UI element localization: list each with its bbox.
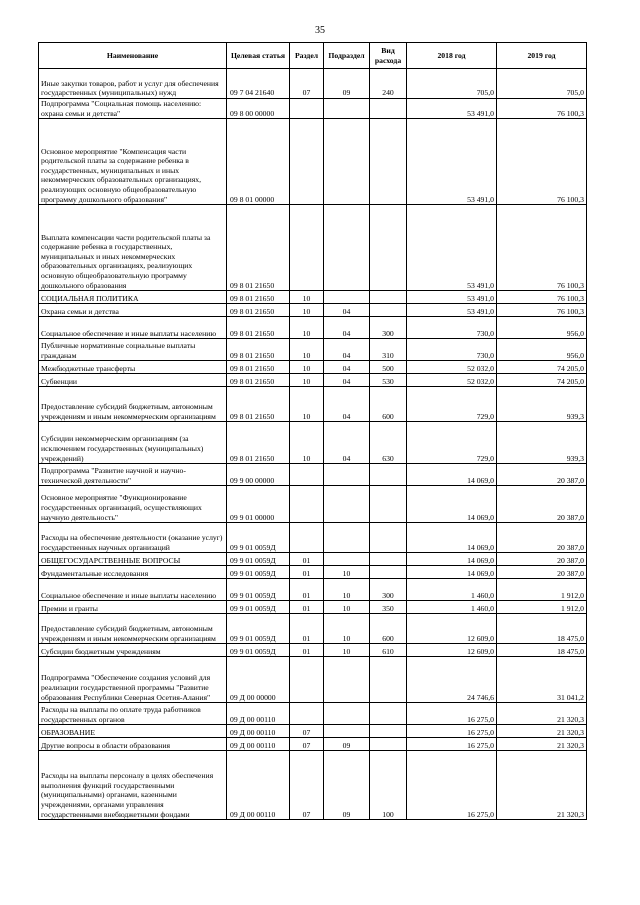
cell-target-code: 09 8 01 21650 [227, 291, 290, 304]
cell-name: Социальное обеспечение и иные выплаты населению [39, 317, 227, 339]
cell-target-code: 09 9 01 0059Д [227, 566, 290, 579]
cell-2018: 14 069,0 [407, 553, 497, 566]
cell-name: Подпрограмма "Развитие научной и научно-технической деятельности" [39, 464, 227, 486]
cell-subsection: 10 [324, 566, 370, 579]
cell-subsection: 10 [324, 644, 370, 657]
cell-name: Субвенции [39, 374, 227, 387]
cell-2018: 1 460,0 [407, 601, 497, 614]
cell-target-code: 09 8 01 21650 [227, 422, 290, 464]
cell-section: 01 [290, 579, 324, 601]
cell-section: 10 [290, 387, 324, 422]
cell-subsection [324, 523, 370, 553]
cell-2018: 12 609,0 [407, 644, 497, 657]
cell-target-code: 09 9 01 0059Д [227, 614, 290, 644]
cell-name: Фундаментальные исследования [39, 566, 227, 579]
cell-subsection [324, 703, 370, 725]
cell-target-code: 09 Д 00 00110 [227, 703, 290, 725]
cell-2019: 21 320,3 [497, 751, 587, 820]
table-row [39, 523, 587, 553]
cell-expense-type: 630 [370, 422, 407, 464]
cell-2019: 939,3 [497, 422, 587, 464]
cell-section [290, 119, 324, 205]
cell-expense-type: 500 [370, 361, 407, 374]
cell-2019: 20 387,0 [497, 523, 587, 553]
cell-name: СОЦИАЛЬНАЯ ПОЛИТИКА [39, 291, 227, 304]
cell-expense-type: 610 [370, 644, 407, 657]
cell-subsection: 10 [324, 579, 370, 601]
cell-target-code: 09 9 01 0059Д [227, 553, 290, 566]
cell-name: Расходы на обеспечение деятельности (оказание услуг) государственных научных организаций [39, 523, 227, 553]
cell-2019: 76 100,3 [497, 304, 587, 317]
header-row [39, 43, 587, 69]
cell-target-code: 09 Д 00 00110 [227, 725, 290, 738]
cell-2018: 53 491,0 [407, 99, 497, 119]
cell-2018: 729,0 [407, 422, 497, 464]
cell-target-code: 09 8 01 21650 [227, 205, 290, 291]
cell-expense-type [370, 291, 407, 304]
cell-2018: 53 491,0 [407, 304, 497, 317]
cell-name: Субсидии некоммерческим организациям (за исключением государственных (муниципальных) учреждений) [39, 422, 227, 464]
cell-section: 10 [290, 422, 324, 464]
cell-2019: 705,0 [497, 69, 587, 99]
table-row [39, 486, 587, 523]
header-2019: 2019 год [497, 43, 587, 69]
table-row [39, 644, 587, 657]
table-row [39, 339, 587, 361]
cell-name: Субсидии бюджетным учреждениям [39, 644, 227, 657]
cell-section [290, 657, 324, 703]
cell-subsection: 04 [324, 374, 370, 387]
cell-section [290, 205, 324, 291]
cell-subsection: 09 [324, 738, 370, 751]
cell-target-code: 09 9 01 0059Д [227, 579, 290, 601]
cell-2018: 730,0 [407, 317, 497, 339]
cell-expense-type [370, 523, 407, 553]
cell-target-code: 09 8 01 00000 [227, 119, 290, 205]
cell-expense-type [370, 553, 407, 566]
table-row [39, 361, 587, 374]
cell-section: 07 [290, 725, 324, 738]
cell-2019: 76 100,3 [497, 291, 587, 304]
cell-2018: 52 032,0 [407, 361, 497, 374]
cell-2018: 16 275,0 [407, 738, 497, 751]
cell-2019: 21 320,3 [497, 738, 587, 751]
cell-2018: 16 275,0 [407, 751, 497, 820]
cell-expense-type: 600 [370, 387, 407, 422]
table-row [39, 738, 587, 751]
cell-2019: 20 387,0 [497, 486, 587, 523]
cell-expense-type [370, 566, 407, 579]
cell-subsection: 04 [324, 387, 370, 422]
table-row [39, 464, 587, 486]
cell-name: Межбюджетные трансферты [39, 361, 227, 374]
cell-target-code: 09 9 01 0059Д [227, 523, 290, 553]
cell-expense-type: 300 [370, 317, 407, 339]
cell-2019: 20 387,0 [497, 553, 587, 566]
cell-subsection [324, 205, 370, 291]
cell-expense-type [370, 205, 407, 291]
cell-expense-type: 600 [370, 614, 407, 644]
cell-target-code: 09 Д 00 00000 [227, 657, 290, 703]
cell-section: 10 [290, 317, 324, 339]
cell-2019: 20 387,0 [497, 464, 587, 486]
cell-name: Предоставление субсидий бюджетным, автономным учреждениям и иным некоммерческим организациям [39, 387, 227, 422]
cell-name: Расходы на выплаты по оплате труда работников государственных органов [39, 703, 227, 725]
cell-name: Охрана семьи и детства [39, 304, 227, 317]
cell-2018: 729,0 [407, 387, 497, 422]
cell-2019: 76 100,3 [497, 205, 587, 291]
cell-expense-type: 240 [370, 69, 407, 99]
cell-section: 10 [290, 374, 324, 387]
cell-name: Подпрограмма "Социальная помощь населению: охрана семьи и детства" [39, 99, 227, 119]
table-row [39, 291, 587, 304]
cell-section: 10 [290, 339, 324, 361]
cell-2019: 74 205,0 [497, 361, 587, 374]
cell-section: 10 [290, 361, 324, 374]
cell-2018: 14 069,0 [407, 486, 497, 523]
cell-subsection [324, 486, 370, 523]
cell-expense-type [370, 738, 407, 751]
cell-section: 01 [290, 553, 324, 566]
cell-2019: 939,3 [497, 387, 587, 422]
cell-2018: 730,0 [407, 339, 497, 361]
cell-subsection: 09 [324, 751, 370, 820]
cell-subsection: 04 [324, 422, 370, 464]
cell-2018: 705,0 [407, 69, 497, 99]
cell-2018: 52 032,0 [407, 374, 497, 387]
cell-2019: 956,0 [497, 317, 587, 339]
table-row [39, 566, 587, 579]
cell-name: Расходы на выплаты персоналу в целях обеспечения выполнения функций государственными (муниципальными) органами, казенными учреждениями, органами управления государственными внебюджетными фондами [39, 751, 227, 820]
table-row [39, 422, 587, 464]
table-row [39, 99, 587, 119]
cell-2018: 14 069,0 [407, 523, 497, 553]
header-target: Целевая статья [227, 43, 290, 69]
cell-section [290, 99, 324, 119]
header-expense-type: Вид расхода [370, 43, 407, 69]
cell-section: 10 [290, 304, 324, 317]
cell-expense-type: 530 [370, 374, 407, 387]
cell-target-code: 09 8 01 21650 [227, 361, 290, 374]
table-row [39, 317, 587, 339]
cell-expense-type [370, 725, 407, 738]
cell-name: Подпрограмма "Обеспечение создания условий для реализации государственной программы "Развитие образования Республики Северная Осетия-Алания" [39, 657, 227, 703]
cell-section: 07 [290, 751, 324, 820]
cell-name: ОБРАЗОВАНИЕ [39, 725, 227, 738]
cell-expense-type [370, 703, 407, 725]
cell-name: Премии и гранты [39, 601, 227, 614]
cell-target-code: 09 Д 00 00110 [227, 751, 290, 820]
table-row [39, 657, 587, 703]
header-subsection: Подраздел [324, 43, 370, 69]
cell-subsection [324, 464, 370, 486]
cell-subsection: 10 [324, 614, 370, 644]
cell-2019: 74 205,0 [497, 374, 587, 387]
cell-target-code: 09 8 01 21650 [227, 304, 290, 317]
header-name: Наименование [39, 43, 227, 69]
table-row [39, 374, 587, 387]
cell-subsection: 04 [324, 339, 370, 361]
cell-2019: 76 100,3 [497, 119, 587, 205]
cell-target-code: 09 9 01 00000 [227, 486, 290, 523]
cell-2018: 16 275,0 [407, 703, 497, 725]
table-row [39, 579, 587, 601]
table-row [39, 601, 587, 614]
cell-target-code: 09 8 01 21650 [227, 339, 290, 361]
cell-subsection [324, 553, 370, 566]
cell-2018: 12 609,0 [407, 614, 497, 644]
table-row [39, 387, 587, 422]
budget-table [38, 42, 587, 820]
cell-subsection [324, 119, 370, 205]
cell-2018: 24 746,6 [407, 657, 497, 703]
cell-target-code: 09 8 01 21650 [227, 387, 290, 422]
cell-2018: 53 491,0 [407, 205, 497, 291]
cell-section [290, 464, 324, 486]
cell-subsection [324, 99, 370, 119]
cell-name: Основное мероприятие "Компенсация части родительской платы за содержание ребенка в государственных, муниципальных и иных некоммерческих образовательных организациях, реализующих основную общеобразовательную программу дошкольного образования" [39, 119, 227, 205]
cell-2019: 31 041,2 [497, 657, 587, 703]
table-row [39, 205, 587, 291]
cell-subsection [324, 291, 370, 304]
cell-name: Основное мероприятие "Функционирование государственных организаций, осуществляющих научную деятельность" [39, 486, 227, 523]
cell-expense-type: 350 [370, 601, 407, 614]
cell-expense-type [370, 486, 407, 523]
page-number: 35 [315, 25, 325, 36]
table-row [39, 304, 587, 317]
cell-section: 07 [290, 738, 324, 751]
cell-name: Предоставление субсидий бюджетным, автономным учреждениям и иным некоммерческим организациям [39, 614, 227, 644]
cell-expense-type [370, 657, 407, 703]
cell-subsection: 04 [324, 317, 370, 339]
table-row [39, 703, 587, 725]
cell-expense-type [370, 99, 407, 119]
cell-section [290, 486, 324, 523]
cell-section: 01 [290, 566, 324, 579]
cell-2019: 1 912,0 [497, 601, 587, 614]
table-row [39, 614, 587, 644]
cell-name: Другие вопросы в области образования [39, 738, 227, 751]
cell-target-code: 09 7 04 21640 [227, 69, 290, 99]
cell-name: Публичные нормативные социальные выплаты гражданам [39, 339, 227, 361]
cell-subsection [324, 725, 370, 738]
cell-2019: 18 475,0 [497, 644, 587, 657]
cell-2018: 1 460,0 [407, 579, 497, 601]
cell-2018: 14 069,0 [407, 566, 497, 579]
cell-expense-type [370, 304, 407, 317]
header-section: Раздел [290, 43, 324, 69]
table-row [39, 751, 587, 820]
cell-2019: 18 475,0 [497, 614, 587, 644]
cell-target-code: 09 9 01 0059Д [227, 601, 290, 614]
cell-section [290, 703, 324, 725]
table-row [39, 69, 587, 99]
cell-subsection: 09 [324, 69, 370, 99]
cell-2019: 20 387,0 [497, 566, 587, 579]
cell-2018: 14 069,0 [407, 464, 497, 486]
cell-section: 01 [290, 644, 324, 657]
cell-section: 07 [290, 69, 324, 99]
table-row [39, 725, 587, 738]
cell-2019: 21 320,3 [497, 703, 587, 725]
cell-expense-type: 100 [370, 751, 407, 820]
cell-target-code: 09 9 00 00000 [227, 464, 290, 486]
header-2018: 2018 год [407, 43, 497, 69]
cell-section [290, 523, 324, 553]
cell-2019: 956,0 [497, 339, 587, 361]
cell-section: 01 [290, 601, 324, 614]
cell-expense-type [370, 119, 407, 205]
cell-target-code: 09 8 01 21650 [227, 374, 290, 387]
cell-target-code: 09 8 00 00000 [227, 99, 290, 119]
cell-section: 10 [290, 291, 324, 304]
cell-2019: 21 320,3 [497, 725, 587, 738]
cell-2018: 53 491,0 [407, 291, 497, 304]
cell-2019: 1 912,0 [497, 579, 587, 601]
cell-target-code: 09 Д 00 00110 [227, 738, 290, 751]
cell-subsection: 04 [324, 361, 370, 374]
cell-2018: 53 491,0 [407, 119, 497, 205]
cell-2018: 16 275,0 [407, 725, 497, 738]
cell-subsection: 04 [324, 304, 370, 317]
cell-target-code: 09 9 01 0059Д [227, 644, 290, 657]
cell-name: Социальное обеспечение и иные выплаты населению [39, 579, 227, 601]
cell-name: Выплата компенсации части родительской платы за содержание ребенка в государственных, муниципальных и иных некоммерческих образовательных организациях, реализующих основную общеобразовательную программу дошкольного образования [39, 205, 227, 291]
cell-expense-type [370, 464, 407, 486]
cell-2019: 76 100,3 [497, 99, 587, 119]
table-row [39, 119, 587, 205]
table-row [39, 553, 587, 566]
cell-target-code: 09 8 01 21650 [227, 317, 290, 339]
cell-subsection [324, 657, 370, 703]
cell-name: ОБЩЕГОСУДАРСТВЕННЫЕ ВОПРОСЫ [39, 553, 227, 566]
cell-subsection: 10 [324, 601, 370, 614]
cell-name: Иные закупки товаров, работ и услуг для обеспечения государственных (муниципальных) нужд [39, 69, 227, 99]
cell-expense-type: 310 [370, 339, 407, 361]
cell-expense-type: 300 [370, 579, 407, 601]
cell-section: 01 [290, 614, 324, 644]
